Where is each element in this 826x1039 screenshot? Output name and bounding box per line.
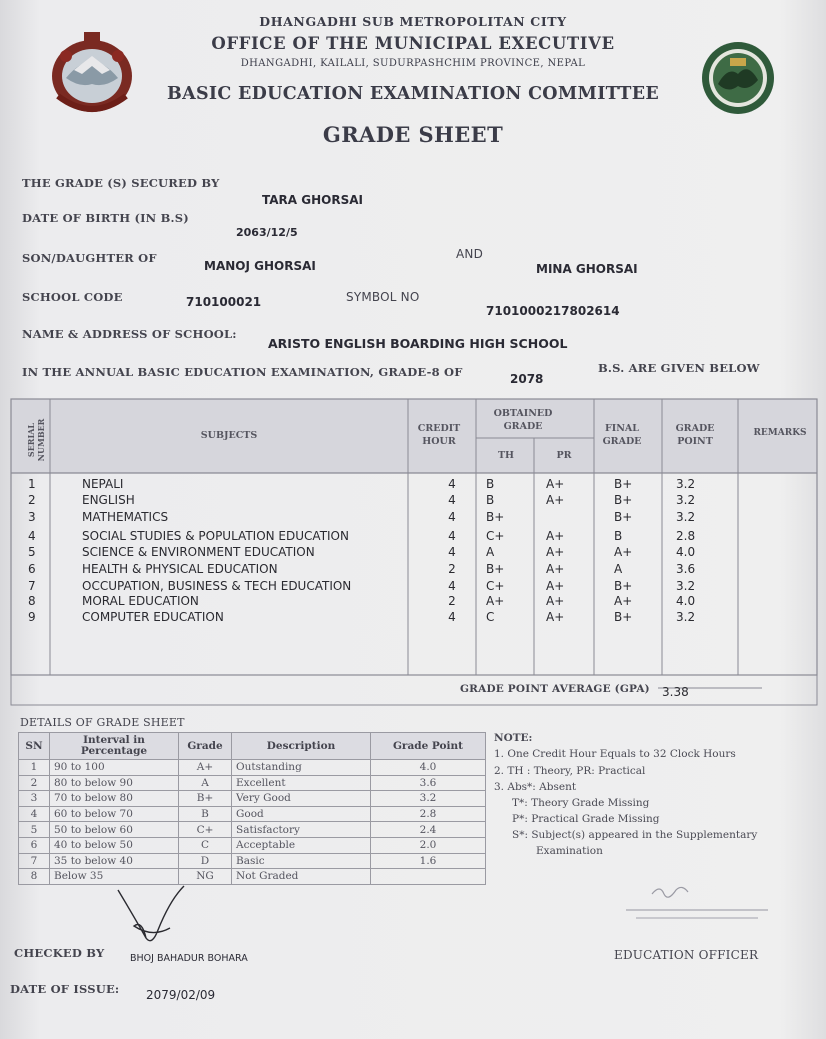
row-grade-point: 3.2	[676, 579, 696, 593]
scale-grade: B	[179, 806, 232, 822]
scale-sn: 8	[19, 869, 50, 885]
row-final-grade: B	[614, 529, 623, 543]
scale-sn: 4	[19, 806, 50, 822]
row-final-grade: B+	[614, 477, 633, 491]
symbol-no-value: 7101000217802614	[486, 304, 620, 318]
obtained-grade-header: OBTAINED GRADE	[493, 408, 553, 432]
row-serial: 8	[28, 594, 36, 608]
committee-name: BASIC EDUCATION EXAMINATION COMMITTEE	[167, 84, 659, 104]
pr-header: PR	[556, 450, 572, 461]
scale-description: Acceptable	[232, 837, 371, 853]
symbol-label: SYMBOL NO	[346, 290, 420, 304]
row-th-grade: B+	[486, 562, 505, 576]
scale-point: 2.8	[371, 806, 486, 822]
remarks-header: REMARKS	[753, 428, 807, 438]
and-label: AND	[456, 247, 484, 261]
scale-grade: C	[179, 837, 232, 853]
note-2: 2. TH : Theory, PR: Practical	[494, 765, 646, 777]
scale-grade: C+	[179, 822, 232, 838]
scale-sn: 5	[19, 822, 50, 838]
scale-interval: 70 to below 80	[50, 791, 179, 807]
row-serial: 7	[28, 579, 36, 593]
scale-point	[371, 869, 486, 885]
name-label: THE GRADE (S) SECURED BY	[22, 176, 220, 190]
row-credit: 4	[448, 477, 456, 491]
row-grade-point: 3.2	[676, 610, 696, 624]
scale-point: 1.6	[371, 853, 486, 869]
scale-row	[19, 791, 486, 807]
father-name: MANOJ GHORSAI	[204, 259, 316, 273]
row-credit: 4	[448, 529, 456, 543]
row-pr-grade: A+	[546, 579, 565, 593]
scale-point: 2.4	[371, 822, 486, 838]
serial-header: SERIAL NUMBER	[26, 418, 46, 462]
row-final-grade: A	[614, 562, 623, 576]
school-name-value: ARISTO ENGLISH BOARDING HIGH SCHOOL	[268, 336, 568, 351]
school-name-label: NAME & ADDRESS OF SCHOOL:	[22, 327, 237, 341]
scale-grade: NG	[179, 869, 232, 885]
scale-sn: 3	[19, 791, 50, 807]
row-final-grade: B+	[614, 579, 633, 593]
scale-sn-header: SN	[19, 733, 50, 760]
row-pr-grade: A+	[546, 610, 565, 624]
row-subject: MATHEMATICS	[82, 510, 169, 524]
scale-sn: 1	[19, 760, 50, 776]
row-pr-grade: A+	[546, 594, 565, 608]
row-pr-grade: A+	[546, 477, 565, 491]
dob-value: 2063/12/5	[236, 226, 298, 239]
parent-label: SON/DAUGHTER OF	[22, 251, 157, 265]
scale-point-header: Grade Point	[371, 733, 486, 760]
row-grade-point: 4.0	[676, 545, 696, 559]
credit-hour-header: CREDIT HOUR	[417, 423, 461, 447]
th-header: TH	[497, 450, 515, 461]
scale-point: 3.6	[371, 775, 486, 791]
scale-sn: 7	[19, 853, 50, 869]
note-3d: Examination	[536, 845, 603, 857]
row-th-grade: C+	[486, 529, 505, 543]
scale-grade: A+	[179, 760, 232, 776]
issue-date-value: 2079/02/09	[146, 988, 216, 1002]
row-credit: 4	[448, 545, 456, 559]
row-grade-point: 3.6	[676, 562, 696, 576]
note-3a: T*: Theory Grade Missing	[512, 797, 650, 809]
row-th-grade: A	[486, 545, 495, 559]
row-credit: 2	[448, 562, 456, 576]
row-final-grade: B+	[614, 510, 633, 524]
scale-row	[19, 760, 486, 776]
scale-grade: A	[179, 775, 232, 791]
subjects-header: SUBJECTS	[200, 430, 258, 441]
scale-description: Excellent	[232, 775, 371, 791]
student-name: TARA GHORSAI	[262, 193, 363, 207]
note-3b: P*: Practical Grade Missing	[512, 813, 660, 825]
scale-description: Outstanding	[232, 760, 371, 776]
scale-description-header: Description	[232, 733, 371, 760]
checked-by-name: BHOJ BAHADUR BOHARA	[130, 953, 248, 964]
final-grade-header: FINAL GRADE	[602, 423, 642, 447]
note-3c: S*: Subject(s) appeared in the Supplementary	[512, 829, 758, 841]
row-serial: 6	[28, 562, 36, 576]
gpa-label: GRADE POINT AVERAGE (GPA)	[460, 683, 650, 695]
scale-grade-header: Grade	[179, 733, 232, 760]
exam-year: 2078	[510, 372, 544, 386]
scale-row	[19, 869, 486, 885]
row-serial: 3	[28, 510, 36, 524]
row-grade-point: 3.2	[676, 510, 696, 524]
page-title: GRADE SHEET	[322, 122, 504, 147]
scale-grade: D	[179, 853, 232, 869]
row-grade-point: 3.2	[676, 493, 696, 507]
scale-grade: B+	[179, 791, 232, 807]
scale-row	[19, 822, 486, 838]
officer-signature-icon	[612, 880, 782, 930]
scale-description: Good	[232, 806, 371, 822]
city-name: DHANGADHI SUB METROPOLITAN CITY	[259, 14, 567, 29]
row-subject: SCIENCE & ENVIRONMENT EDUCATION	[82, 545, 315, 559]
scale-row	[19, 837, 486, 853]
scale-point: 3.2	[371, 791, 486, 807]
row-pr-grade: A+	[546, 562, 565, 576]
note-3: 3. Abs*: Absent	[494, 781, 577, 793]
row-th-grade: C+	[486, 579, 505, 593]
row-grade-point: 2.8	[676, 529, 696, 543]
row-subject: OCCUPATION, BUSINESS & TECH EDUCATION	[82, 579, 352, 593]
scale-interval: 50 to below 60	[50, 822, 179, 838]
scale-interval: 90 to 100	[50, 760, 179, 776]
scale-interval-header: Interval in Percentage	[50, 733, 179, 760]
row-final-grade: A+	[614, 545, 633, 559]
school-code-label: SCHOOL CODE	[22, 290, 123, 304]
scale-interval: 80 to below 90	[50, 775, 179, 791]
row-subject: COMPUTER EDUCATION	[82, 610, 224, 624]
row-th-grade: B+	[486, 510, 505, 524]
scale-description: Not Graded	[232, 869, 371, 885]
note-1: 1. One Credit Hour Equals to 32 Clock Hours	[494, 748, 736, 760]
row-credit: 2	[448, 594, 456, 608]
mother-name: MINA GHORSAI	[536, 262, 638, 276]
scale-description: Basic	[232, 853, 371, 869]
scale-sn: 6	[19, 837, 50, 853]
checked-by-label: CHECKED BY	[14, 946, 105, 960]
row-serial: 4	[28, 529, 36, 543]
row-grade-point: 3.2	[676, 477, 696, 491]
scale-description: Satisfactory	[232, 822, 371, 838]
scale-interval: Below 35	[50, 869, 179, 885]
scale-point: 4.0	[371, 760, 486, 776]
scale-row	[19, 853, 486, 869]
grade-scale-table	[18, 732, 486, 885]
scale-interval: 35 to below 40	[50, 853, 179, 869]
row-th-grade: C	[486, 610, 495, 624]
scale-sn: 2	[19, 775, 50, 791]
gpa-value: 3.38	[662, 685, 689, 699]
notes-title: NOTE:	[494, 732, 533, 744]
row-th-grade: A+	[486, 594, 505, 608]
row-pr-grade: A+	[546, 493, 565, 507]
scale-row	[19, 806, 486, 822]
exam-label: IN THE ANNUAL BASIC EDUCATION EXAMINATION, GRADE-8 OF	[22, 365, 463, 379]
row-credit: 4	[448, 610, 456, 624]
grade-scale-title: DETAILS OF GRADE SHEET	[20, 716, 185, 729]
row-final-grade: B+	[614, 493, 633, 507]
grade-point-header: GRADE POINT	[675, 423, 715, 447]
row-subject: SOCIAL STUDIES & POPULATION EDUCATION	[82, 529, 349, 543]
row-credit: 4	[448, 579, 456, 593]
office-address: DHANGADHI, KAILALI, SUDURPASHCHIM PROVINCE, NEPAL	[240, 58, 586, 69]
row-th-grade: B	[486, 493, 495, 507]
row-serial: 9	[28, 610, 36, 624]
row-subject: MORAL EDUCATION	[82, 594, 199, 608]
row-serial: 2	[28, 493, 36, 507]
row-serial: 1	[28, 477, 36, 491]
scale-interval: 60 to below 70	[50, 806, 179, 822]
checker-signature-icon	[112, 880, 212, 950]
dob-label: DATE OF BIRTH (IN B.S)	[22, 211, 189, 225]
exam-suffix: B.S. ARE GIVEN BELOW	[598, 361, 760, 375]
row-grade-point: 4.0	[676, 594, 696, 608]
row-subject: ENGLISH	[82, 493, 135, 507]
scale-row	[19, 775, 486, 791]
row-final-grade: A+	[614, 594, 633, 608]
row-final-grade: B+	[614, 610, 633, 624]
scale-point: 2.0	[371, 837, 486, 853]
row-credit: 4	[448, 493, 456, 507]
row-pr-grade: A+	[546, 545, 565, 559]
school-code-value: 710100021	[186, 295, 262, 309]
scale-description: Very Good	[232, 791, 371, 807]
scale-interval: 40 to below 50	[50, 837, 179, 853]
row-credit: 4	[448, 510, 456, 524]
row-subject: HEALTH & PHYSICAL EDUCATION	[82, 562, 278, 576]
row-subject: NEPALI	[82, 477, 124, 491]
education-officer-label: EDUCATION OFFICER	[614, 948, 759, 962]
row-serial: 5	[28, 545, 36, 559]
row-pr-grade: A+	[546, 529, 565, 543]
issue-date-label: DATE OF ISSUE:	[10, 982, 120, 996]
office-name: OFFICE OF THE MUNICIPAL EXECUTIVE	[211, 34, 615, 53]
row-th-grade: B	[486, 477, 495, 491]
